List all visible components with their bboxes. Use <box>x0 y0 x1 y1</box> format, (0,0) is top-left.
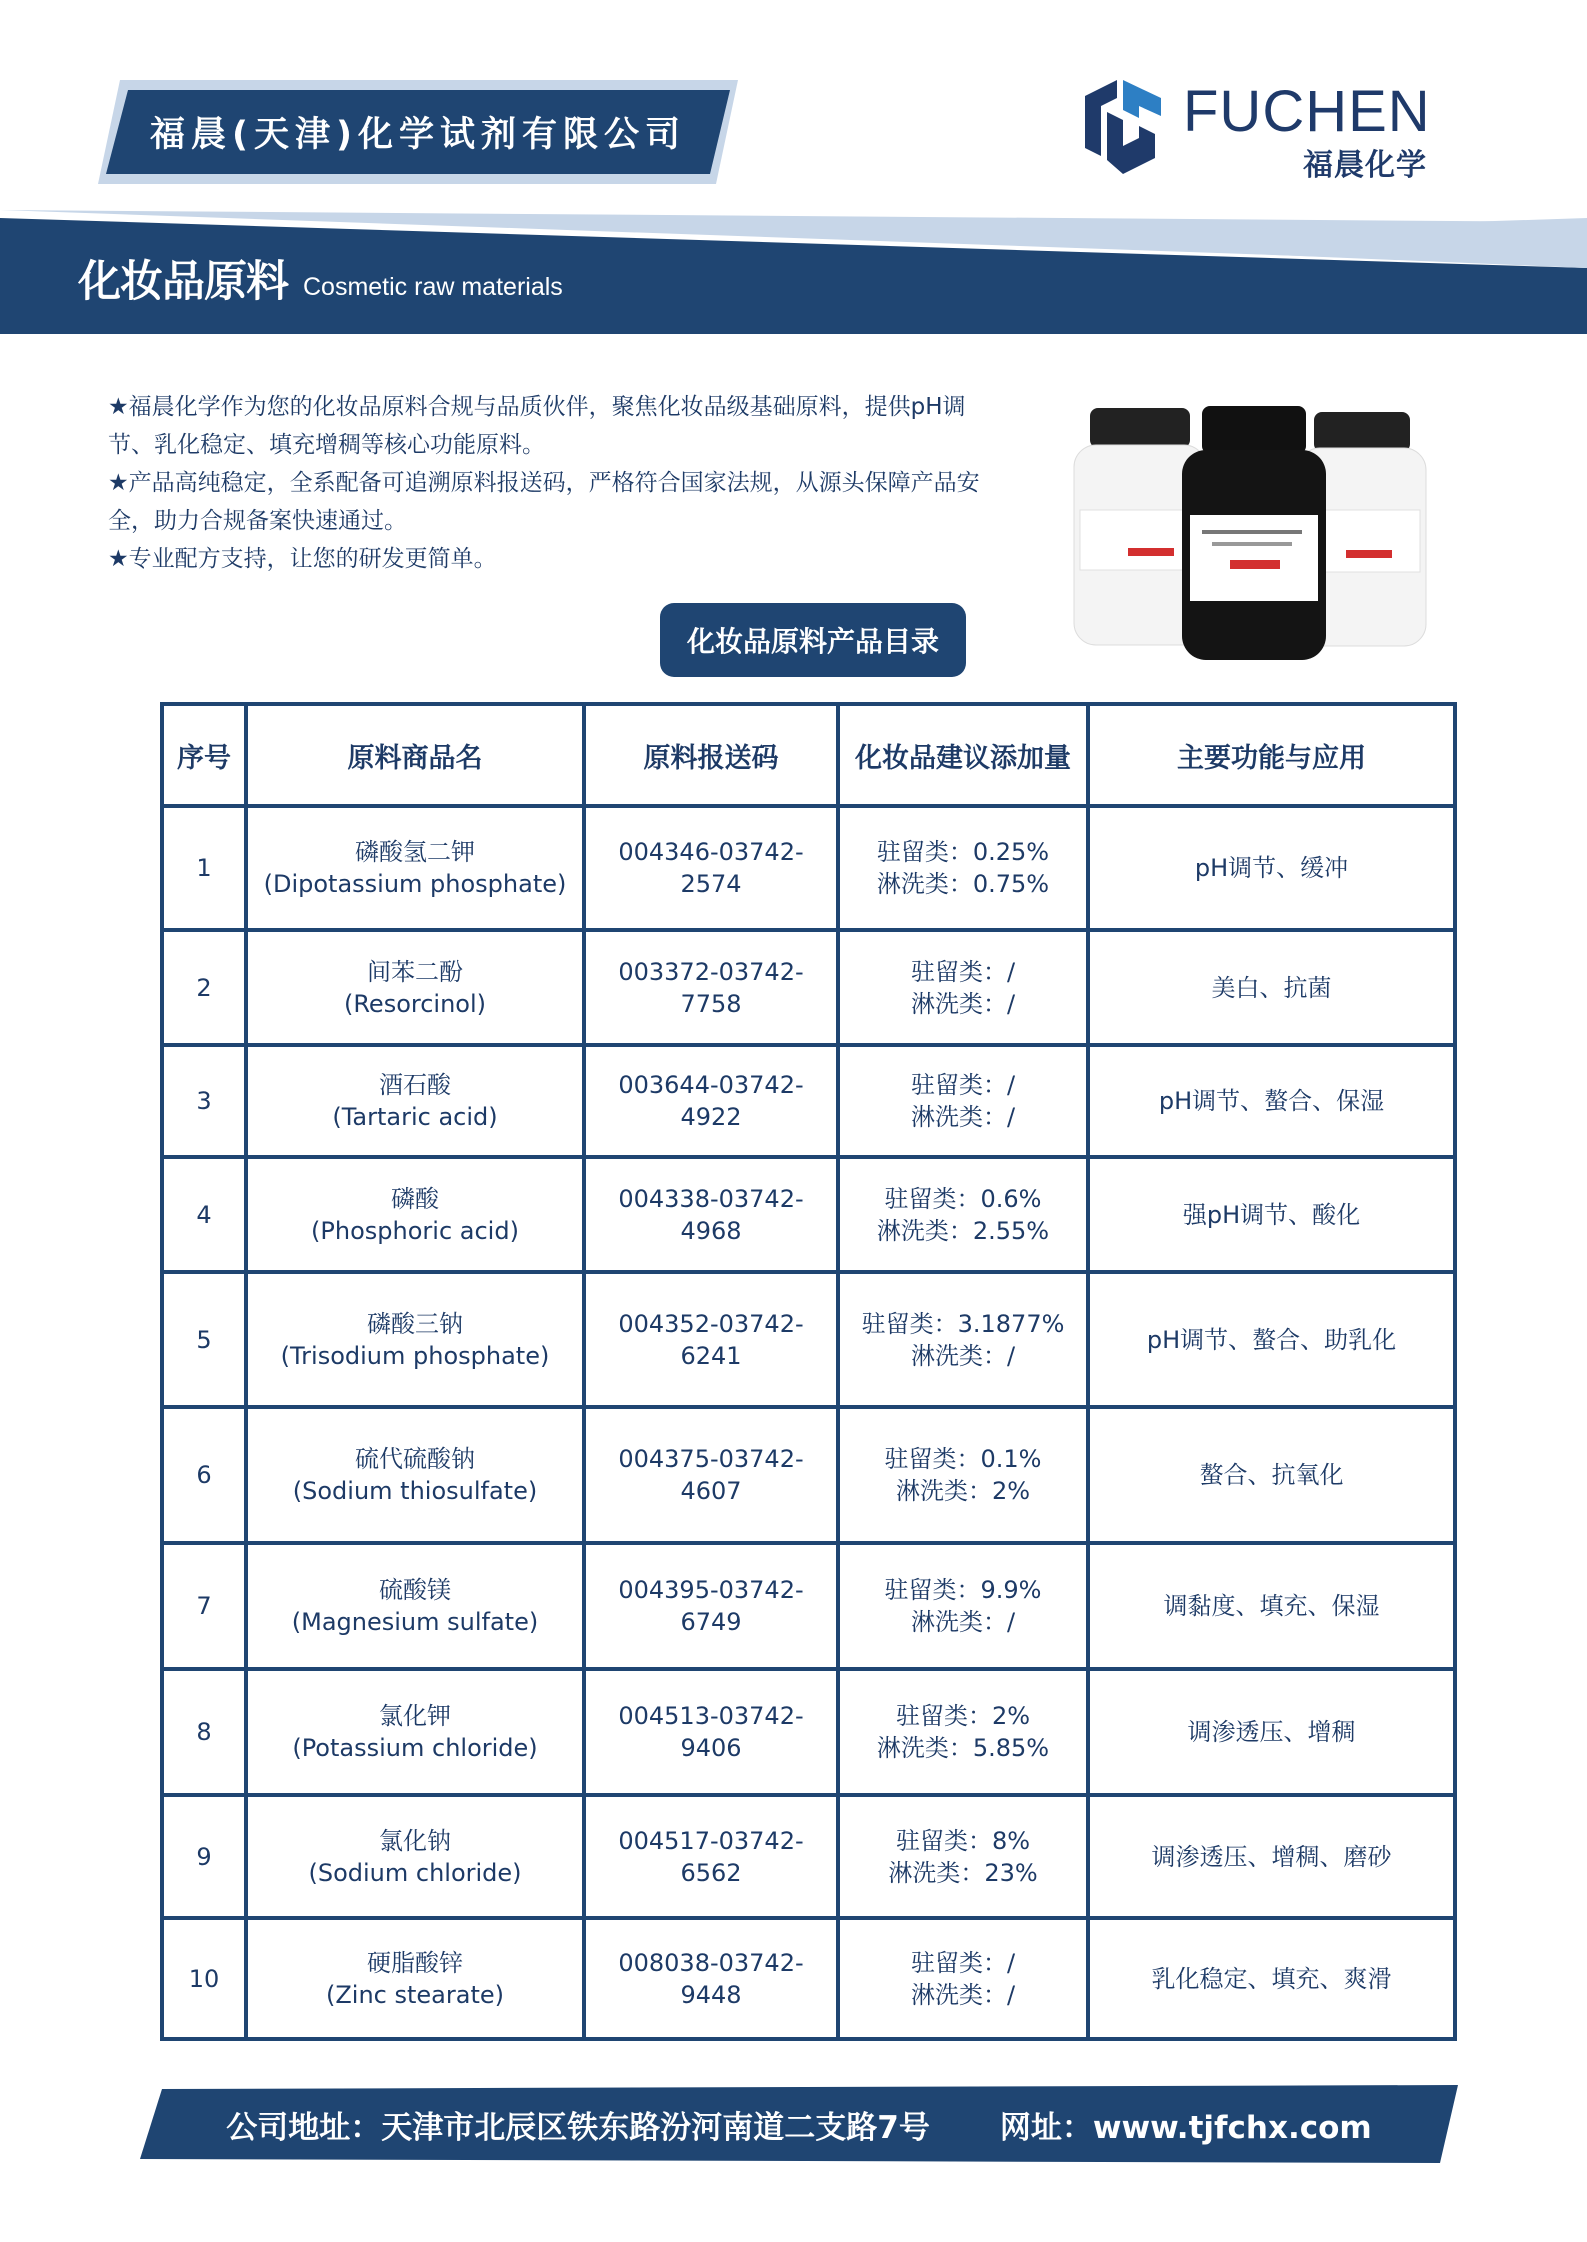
dosage-leave-on: 驻留类：0.25% <box>876 838 1050 866</box>
name-cn: 氯化钠 <box>379 1826 451 1855</box>
row-function: 调渗透压、增稠 <box>1088 1669 1455 1795</box>
black-bottle-center <box>1182 406 1326 660</box>
row-function: 美白、抗菌 <box>1088 930 1455 1045</box>
name-cn: 磷酸氢二钾 <box>355 838 475 866</box>
name-cn: 间苯二酚 <box>367 957 463 986</box>
dosage-rinse-off: 淋洗类：/ <box>910 1608 1016 1636</box>
dosage-rinse-off: 淋洗类：/ <box>910 989 1016 1018</box>
product-bottles-image <box>1062 350 1442 670</box>
row-function: 螯合、抗氧化 <box>1088 1407 1455 1543</box>
name-cn: 酒石酸 <box>379 1071 451 1099</box>
header-dosage: 化妆品建议添加量 <box>838 704 1088 806</box>
row-dosage <box>838 1045 1088 1157</box>
row-function: pH调节、螯合、保湿 <box>1088 1045 1455 1157</box>
row-dosage <box>838 1407 1088 1543</box>
name-en: (Potassium chloride) <box>292 1734 538 1762</box>
dosage-leave-on: 驻留类：0.1% <box>884 1445 1042 1473</box>
row-dosage <box>838 1543 1088 1669</box>
row-dosage <box>838 930 1088 1045</box>
row-name <box>246 806 584 930</box>
name-cn: 氯化钾 <box>379 1702 451 1730</box>
row-function: pH调节、缓冲 <box>1088 806 1455 930</box>
row-name <box>246 1272 584 1407</box>
row-no: 1 <box>162 806 246 930</box>
row-name <box>246 1543 584 1669</box>
name-cn: 硫酸镁 <box>379 1576 451 1604</box>
row-function: 乳化稳定、填充、爽滑 <box>1088 1918 1455 2039</box>
table-row <box>162 1795 1455 1918</box>
fuchen-logo-icon <box>1075 76 1171 176</box>
footer-text <box>140 2085 1458 2163</box>
header-code: 原料报送码 <box>584 704 838 806</box>
row-dosage <box>838 806 1088 930</box>
dosage-leave-on: 驻留类：8% <box>895 1826 1031 1855</box>
row-dosage <box>838 1669 1088 1795</box>
name-en: (Trisodium phosphate) <box>280 1341 550 1370</box>
footer-website[interactable]: 网址：www.tjfchx.com <box>999 2109 1372 2146</box>
row-no: 7 <box>162 1543 246 1669</box>
row-dosage <box>838 1157 1088 1272</box>
company-banner <box>98 78 738 186</box>
catalog-title-button[interactable]: 化妆品原料产品目录 <box>660 603 966 677</box>
name-en: (Dipotassium phosphate) <box>263 870 567 898</box>
footer-address: 公司地址：天津市北辰区铁东路汾河南道二支路7号 <box>226 2109 930 2146</box>
row-name <box>246 1407 584 1543</box>
dosage-rinse-off: 淋洗类：0.75% <box>876 870 1050 898</box>
table-row <box>162 1407 1455 1543</box>
table-row <box>162 930 1455 1045</box>
name-en: (Sodium chloride) <box>308 1858 522 1887</box>
row-function: pH调节、螯合、助乳化 <box>1088 1272 1455 1407</box>
row-no: 5 <box>162 1272 246 1407</box>
row-name <box>246 1157 584 1272</box>
row-code: 004338-03742-4968 <box>584 1157 838 1272</box>
row-function: 强pH调节、酸化 <box>1088 1157 1455 1272</box>
name-en: (Magnesium sulfate) <box>291 1608 539 1636</box>
section-subtitle: Cosmetic raw materials <box>303 273 563 301</box>
table-header-row <box>162 704 1455 806</box>
dosage-rinse-off: 淋洗类：5.85% <box>876 1734 1050 1762</box>
table-row <box>162 1543 1455 1669</box>
row-dosage <box>838 1272 1088 1407</box>
row-function: 调黏度、填充、保湿 <box>1088 1543 1455 1669</box>
row-no: 9 <box>162 1795 246 1918</box>
row-no: 4 <box>162 1157 246 1272</box>
dosage-leave-on: 驻留类：3.1877% <box>861 1309 1065 1338</box>
table-row <box>162 1918 1455 2039</box>
row-no: 2 <box>162 930 246 1045</box>
name-cn: 磷酸三钠 <box>367 1309 463 1338</box>
intro-paragraph: ★产品高纯稳定，全系配备可追溯原料报送码，严格符合国家法规，从源头保障产品安全，助力合规备案快速通过。 <box>108 470 980 534</box>
table-row <box>162 1157 1455 1272</box>
row-code: 004395-03742-6749 <box>584 1543 838 1669</box>
row-code: 004513-03742-9406 <box>584 1669 838 1795</box>
dosage-leave-on: 驻留类：/ <box>910 1948 1016 1977</box>
row-name <box>246 1918 584 2039</box>
name-cn: 硫代硫酸钠 <box>355 1445 475 1473</box>
dosage-leave-on: 驻留类：/ <box>910 1071 1016 1099</box>
table-row <box>162 1045 1455 1157</box>
row-code: 003372-03742-7758 <box>584 930 838 1045</box>
row-dosage <box>838 1795 1088 1918</box>
row-no: 8 <box>162 1669 246 1795</box>
dosage-rinse-off: 淋洗类：2% <box>895 1477 1031 1505</box>
name-cn: 硬脂酸锌 <box>367 1948 463 1977</box>
row-code: 008038-03742-9448 <box>584 1918 838 2039</box>
table-row <box>162 1272 1455 1407</box>
dosage-rinse-off: 淋洗类：/ <box>910 1103 1016 1131</box>
section-title: 化妆品原料 <box>78 257 288 307</box>
name-en: (Phosphoric acid) <box>311 1216 519 1245</box>
name-cn: 磷酸 <box>391 1184 439 1213</box>
row-no: 10 <box>162 1918 246 2039</box>
logo-subtitle: 福晨化学 <box>1303 148 1427 183</box>
header-function: 主要功能与应用 <box>1088 704 1455 806</box>
dosage-leave-on: 驻留类：/ <box>910 957 1016 986</box>
row-name <box>246 930 584 1045</box>
row-function: 调渗透压、增稠、磨砂 <box>1088 1795 1455 1918</box>
header-no: 序号 <box>162 704 246 806</box>
logo-wordmark: FUCHEN <box>1183 79 1431 144</box>
table-row <box>162 806 1455 930</box>
name-en: (Sodium thiosulfate) <box>292 1477 538 1505</box>
dosage-leave-on: 驻留类：9.9% <box>884 1576 1042 1604</box>
row-dosage <box>838 1918 1088 2039</box>
name-en: (Resorcinol) <box>343 989 487 1018</box>
table-row <box>162 1669 1455 1795</box>
row-code: 004346-03742-2574 <box>584 806 838 930</box>
row-code: 004375-03742-4607 <box>584 1407 838 1543</box>
fuchen-logo <box>1075 72 1435 182</box>
row-name <box>246 1795 584 1918</box>
row-name <box>246 1669 584 1795</box>
name-en: (Zinc stearate) <box>325 1980 504 2009</box>
row-no: 6 <box>162 1407 246 1543</box>
product-catalog-table-wrap <box>160 702 1457 2041</box>
dosage-rinse-off: 淋洗类：/ <box>910 1341 1016 1370</box>
dosage-leave-on: 驻留类：0.6% <box>884 1184 1042 1213</box>
row-name <box>246 1045 584 1157</box>
dosage-leave-on: 驻留类：2% <box>895 1702 1031 1730</box>
row-code: 003644-03742-4922 <box>584 1045 838 1157</box>
intro-paragraph: ★专业配方支持，让您的研发更简单。 <box>108 546 497 572</box>
intro-text <box>108 388 1008 578</box>
row-code: 004352-03742-6241 <box>584 1272 838 1407</box>
row-no: 3 <box>162 1045 246 1157</box>
product-catalog-table <box>160 702 1457 2041</box>
row-code: 004517-03742-6562 <box>584 1795 838 1918</box>
footer-bar <box>140 2085 1458 2163</box>
name-en: (Tartaric acid) <box>332 1103 498 1131</box>
company-name: 福晨(天津)化学试剂有限公司 <box>150 115 686 155</box>
intro-paragraph: ★福晨化学作为您的化妆品原料合规与品质伙伴，聚焦化妆品级基础原料，提供pH调节、乳化稳定、填充增稠等核心功能原料。 <box>108 394 966 458</box>
dosage-rinse-off: 淋洗类：2.55% <box>876 1216 1050 1245</box>
dosage-rinse-off: 淋洗类：/ <box>910 1980 1016 2009</box>
dosage-rinse-off: 淋洗类：23% <box>888 1858 1038 1887</box>
header-name: 原料商品名 <box>246 704 584 806</box>
